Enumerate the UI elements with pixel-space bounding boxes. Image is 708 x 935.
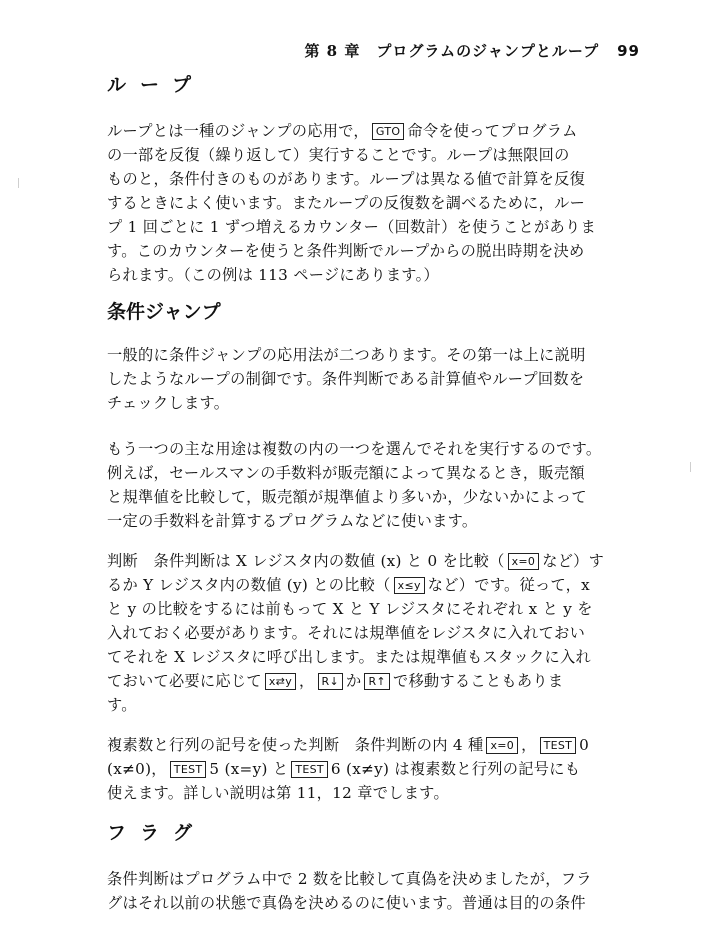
heading-conditional-jump: 条件ジャンプ [107,301,221,323]
text-line: られます。（この例は 113 ページにあります。） [107,266,439,284]
test-key: TEST [291,761,328,778]
text-line: グはそれ以前の状態で真偽を決めるのに使います。普通は目的の条件 [107,894,586,912]
text-line: ておいて必要に応じて x⇄y ， R↓ か R↑ で移動することもありま [107,672,564,690]
text-line: の一部を反復（繰り返して）実行することです。ループは無限回の [107,146,570,164]
heading-flag: フラグ [107,822,207,844]
text-line: るか Y レジスタ内の数値 (y) との比較（ x≤y など）です。従って，x [107,576,591,594]
text-line: プ 1 回ごとに 1 ずつ増えるカウンター（回数計）を使うことがありま [107,218,596,236]
x-le-y-key: x≤y [394,577,425,594]
text-line: と y の比較をするには前もって X と Y レジスタにそれぞれ x と y を [107,600,593,618]
text-line: 入れておく必要があります。それには規準値をレジスタに入れておい [107,624,586,642]
roll-up-key: R↑ [364,673,389,690]
text-line: したようなループの制御です。条件判断である計算値やループ回数を [107,370,585,388]
text-line: チェックします。 [107,394,230,412]
flag-paragraph [107,867,643,915]
jump-paragraph-1 [107,343,643,415]
test-key: TEST [170,761,207,778]
roll-down-key: R↓ [318,673,343,690]
text-line: す。 [107,696,137,714]
x-eq-0-key: x=0 [508,553,540,570]
text-line: てそれを X レジスタに呼び出します。または規準値もスタックに入れ [107,648,591,666]
page-header [304,40,640,61]
text-line: 複素数と行列の記号を使った判断 条件判断の内 4 種 x=0 ， TEST 0 [107,736,590,754]
text-line: (x≠0)， TEST 5 (x=y) と TEST 6 (x≠y) は複素数と行列の記号にも [107,760,581,778]
heading-loop: ループ [107,74,206,96]
x-eq-0-key: x=0 [486,737,518,754]
scan-mark-right [690,462,691,472]
jump-paragraph-2 [107,437,643,533]
chapter-title: 第 8 章 プログラムのジャンプとループ [304,42,600,60]
text-line: 条件判断はプログラム中で 2 数を比較して真偽を決めましたが，フラ [107,870,592,888]
text-line: と規準値を比較して，販売額が規準値より多いか，少ないかによって [107,488,587,506]
text-line: 例えば，セールスマンの手数料が販売額によって異なるとき，販売額 [107,464,585,482]
gto-key: GTO [372,123,404,140]
text-line: す。このカウンターを使うと条件判断でループからの脱出時期を決め [107,242,585,260]
text-line: 一般的に条件ジャンプの応用法が二つあります。その第一は上に説明 [107,346,586,364]
loop-paragraph [107,119,643,287]
text-line: もう一つの主な用途は複数の内の一つを選んでそれを実行するのです。 [107,440,602,458]
text-line: 判断 条件判断は X レジスタ内の数値 (x) と 0 を比較（ x=0 など）す [107,552,605,570]
text-line: ループとは一種のジャンプの応用で， GTO 命令を使ってプログラム [107,122,578,140]
test-key: TEST [540,737,577,754]
x-swap-y-key: x⇄y [265,673,296,690]
page-number: 99 [617,42,640,60]
judgement-paragraph [107,549,643,717]
text-line: するときによく使います。またループの反復数を調べるために，ルー [107,194,586,212]
text-line: 使えます。詳しい説明は第 11，12 章でします。 [107,784,449,802]
complex-matrix-paragraph [107,733,643,805]
scan-mark-left [18,178,19,188]
text-line: ものと，条件付きのものがあります。ループは異なる値で計算を反復 [107,170,586,188]
text-line: 一定の手数料を計算するプログラムなどに使います。 [107,512,478,530]
